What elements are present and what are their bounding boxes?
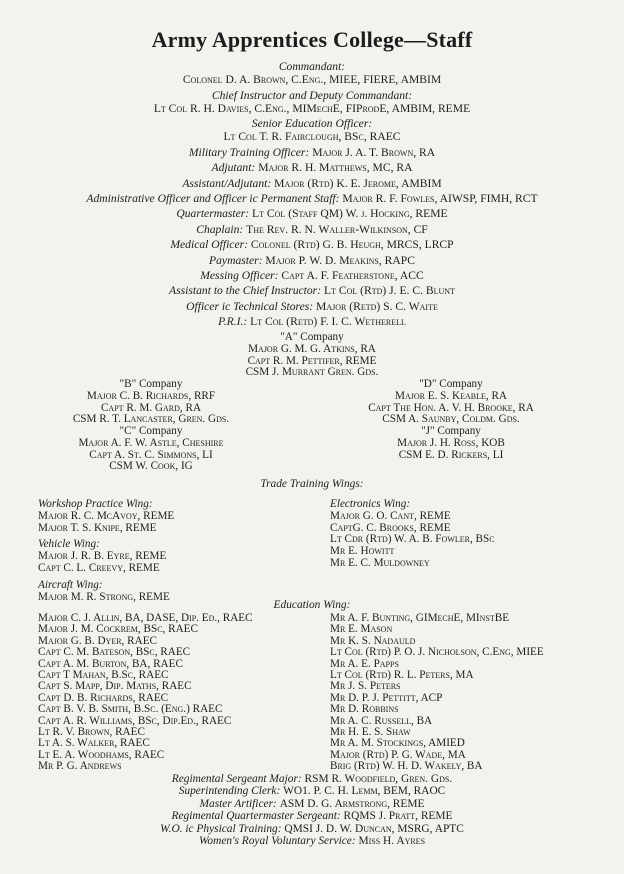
staff-name: Lt Col (Rtd) J. E. C. Blunt bbox=[323, 284, 455, 298]
education-member: Lt E. A. Woodhams, RAEC bbox=[38, 748, 165, 761]
trade-wing bbox=[38, 539, 308, 574]
staff-name: ASM D. G. Armstrong, REME bbox=[279, 797, 425, 810]
wing-title: Workshop Practice Wing: bbox=[38, 498, 153, 510]
education-member: Lt Col (Rtd) P. O. J. Nicholson, C.Eng, MIEE bbox=[330, 646, 544, 659]
staff-name: Lt Col T. R. Fairclough, BSc, RAEC bbox=[223, 130, 401, 144]
staff-role: Assistant to the Chief Instructor: bbox=[169, 284, 322, 298]
education-member: Capt B. V. B. Smith, B.Sc. (Eng.) RAEC bbox=[38, 703, 223, 716]
education-member: Major J. M. Cockrem, BSc, RAEC bbox=[38, 623, 198, 636]
staff-entry bbox=[0, 315, 624, 328]
staff-role: Quartermaster: bbox=[176, 207, 250, 221]
staff-entry bbox=[0, 835, 624, 847]
education-member: Mr A. M. Stockings, AMIED bbox=[330, 737, 465, 750]
wing-member: Lt Cdr (Rtd) W. A. B. Fowler, BSc bbox=[330, 533, 495, 546]
staff-name: Colonel D. A. Brown, C.Eng., MIEE, FIERE, AMBIM bbox=[182, 73, 442, 87]
staff-role: Senior Education Officer: bbox=[251, 117, 373, 131]
staff-entry bbox=[0, 300, 624, 313]
education-member: Mr A. E. Papps bbox=[330, 657, 399, 670]
staff-entry bbox=[0, 810, 624, 822]
staff-name: The Rev. R. N. Waller-Wilkinson, CF bbox=[246, 222, 428, 236]
wing-member: Major M. R. Strong, REME bbox=[38, 590, 170, 603]
company-member: Major J. H. Ross, KOB bbox=[397, 436, 505, 449]
company-title: "J" Company bbox=[421, 425, 481, 437]
staff-role: Regimental Sergeant Major: bbox=[171, 773, 302, 785]
staff-entry bbox=[0, 773, 624, 785]
education-member: Mr P. G. Andrews bbox=[38, 760, 122, 773]
staff-name: Lt Col R. H. Davies, C.Eng., MIMechE, FIProdE, AMBIM, REME bbox=[153, 101, 471, 115]
bottom-staff-list bbox=[0, 773, 624, 847]
staff-entry bbox=[0, 177, 624, 190]
education-member: Capt S. Mapp, Dip. Maths, RAEC bbox=[38, 680, 192, 693]
wing-title: Electronics Wing: bbox=[330, 498, 411, 510]
education-member: Major (Rtd) P. G. Wade, MA bbox=[330, 748, 466, 761]
education-member: Mr H. E. S. Shaw bbox=[330, 726, 411, 739]
company-member: Major A. F. W. Astle, Cheshire bbox=[78, 436, 224, 449]
staff-role: Messing Officer: bbox=[200, 268, 279, 282]
trade-wing bbox=[38, 499, 308, 534]
company-member: CSM E. D. Rickers, LI bbox=[398, 448, 504, 461]
senior-staff-list bbox=[0, 60, 624, 330]
company-member: Major C. B. Richards, RRF bbox=[86, 389, 216, 402]
staff-entry bbox=[0, 60, 624, 86]
education-member: Mr D. P. J. Pettitt, ACP bbox=[330, 691, 443, 704]
staff-name: Major R. F. Fowles, AIWSP, FIMH, RCT bbox=[342, 191, 538, 205]
company-member: CSM J. Murrant Gren. Gds. bbox=[245, 366, 379, 379]
education-member: Capt A. M. Burton, BA, RAEC bbox=[38, 657, 183, 670]
trade-wings-left bbox=[38, 499, 308, 608]
staff-role: Officer ic Technical Stores: bbox=[186, 299, 314, 313]
staff-name: Capt A. F. Featherstone, ACC bbox=[281, 268, 424, 282]
staff-entry bbox=[0, 161, 624, 174]
company-member: CSM W. Cook, IG bbox=[109, 460, 193, 473]
education-member: Capt T Mahan, B.Sc, RAEC bbox=[38, 669, 169, 682]
education-member: Capt A. R. Williams, BSc, Dip.Ed., RAEC bbox=[38, 714, 232, 727]
company-title: "C" Company bbox=[119, 425, 183, 437]
wing-member: Mr E. Howitt bbox=[330, 545, 395, 558]
wing-member: Major R. C. McAvoy, REME bbox=[38, 509, 175, 522]
staff-role: Medical Officer: bbox=[170, 238, 248, 252]
company-member: Capt A. St. C. Simmons, LI bbox=[89, 448, 213, 461]
staff-entry bbox=[0, 284, 624, 297]
education-member: Brig (Rtd) W. H. D. Wakely, BA bbox=[330, 760, 483, 773]
staff-role: Assistant/Adjutant: bbox=[182, 176, 272, 190]
education-member: Major C. J. Allin, BA, DASE, Dip. Ed., RAEC bbox=[38, 612, 253, 624]
staff-name: Major (Rtd) K. E. Jerome, AMBIM bbox=[274, 176, 442, 190]
staff-name: RSM R. Woodfield, Gren. Gds. bbox=[304, 773, 453, 785]
company-b bbox=[36, 379, 266, 426]
wing-title: Aircraft Wing: bbox=[38, 578, 103, 591]
staff-role: Military Training Officer: bbox=[188, 145, 310, 159]
education-member: Mr D. Robbins bbox=[330, 703, 399, 716]
trade-wing bbox=[330, 499, 610, 570]
wing-title: Vehicle Wing: bbox=[38, 538, 100, 551]
wing-member: Major G. O. Cant, REME bbox=[330, 509, 451, 522]
staff-entry bbox=[0, 223, 624, 236]
staff-role: Women's Royal Voluntary Service: bbox=[198, 835, 356, 848]
staff-role: Paymaster: bbox=[209, 253, 263, 267]
company-member: Major E. S. Keable, RA bbox=[395, 389, 507, 402]
education-member: Mr A. F. Bunting, GIMechE, MInstBE bbox=[330, 612, 510, 624]
education-member: Lt A. S. Walker, RAEC bbox=[38, 737, 150, 750]
education-wing-heading: Education Wing: bbox=[273, 599, 351, 611]
staff-role: Master Artificer: bbox=[199, 797, 277, 810]
company-title: "D" Company bbox=[419, 378, 483, 390]
education-member: Lt Col (Rtd) R. L. Peters, MA bbox=[330, 669, 474, 682]
trade-training-heading: Trade Training Wings: bbox=[260, 478, 364, 490]
staff-name: RQMS J. Pratt, REME bbox=[343, 810, 453, 823]
education-member: Mr K. S. Nadauld bbox=[330, 634, 416, 647]
staff-role: P.R.I.: bbox=[218, 315, 248, 329]
staff-name: Major (Retd) S. C. Waite bbox=[316, 299, 438, 313]
company-member: Capt R. M. Pettifer, REME bbox=[247, 354, 377, 367]
staff-entry bbox=[0, 269, 624, 282]
staff-name: Major P. W. D. Meakins, RAPC bbox=[265, 253, 415, 267]
education-member: Lt R. V. Brown, RAEC bbox=[38, 726, 145, 739]
staff-role: Chief Instructor and Deputy Commandant: bbox=[211, 88, 413, 102]
staff-role: W.O. ic Physical Training: bbox=[160, 822, 282, 835]
staff-role: Superintending Clerk: bbox=[178, 785, 281, 798]
education-member: Mr J. S. Peters bbox=[330, 680, 401, 693]
staff-name: Major J. A. T. Brown, RA bbox=[312, 145, 436, 159]
staff-name: Major R. H. Matthews, MC, RA bbox=[258, 161, 413, 175]
staff-role: Regimental Quartermaster Sergeant: bbox=[171, 810, 341, 823]
company-title: "B" Company bbox=[119, 378, 183, 390]
company-c bbox=[36, 426, 266, 473]
education-wing-right bbox=[330, 613, 620, 773]
staff-name: WO1. P. C. H. Lemm, BEM, RAOC bbox=[283, 785, 446, 798]
staff-entry bbox=[0, 823, 624, 835]
wing-member: Capt C. L. Creevy, REME bbox=[38, 561, 160, 574]
staff-entry bbox=[0, 146, 624, 159]
staff-name: Colonel (Rtd) G. B. Heugh, MRCS, LRCP bbox=[250, 238, 454, 252]
staff-role: Administrative Officer and Officer ic Permanent Staff: bbox=[86, 191, 340, 205]
education-wing-left bbox=[38, 613, 323, 773]
company-member: CSM R. T. Lancaster, Gren. Gds. bbox=[72, 413, 230, 426]
staff-name: QMSI J. D. W. Duncan, MSRG, APTC bbox=[284, 822, 464, 835]
wing-member: CaptG. C. Brooks, REME bbox=[330, 521, 451, 534]
staff-role: Commandant: bbox=[278, 60, 346, 73]
wing-member: Mr E. C. Muldowney bbox=[330, 556, 430, 569]
staff-entry bbox=[0, 117, 624, 143]
staff-entry bbox=[0, 192, 624, 205]
wing-member: Major J. R. B. Eyre, REME bbox=[38, 550, 167, 563]
company-j bbox=[316, 426, 586, 461]
education-member: Capt C. M. Bateson, BSc, RAEC bbox=[38, 646, 191, 659]
staff-name: Lt Col (Staff QM) W. j. Hocking, REME bbox=[252, 207, 448, 221]
staff-entry bbox=[0, 238, 624, 251]
staff-entry bbox=[0, 89, 624, 115]
staff-role: Adjutant: bbox=[211, 161, 256, 175]
education-member: Major G. B. Dyer, RAEC bbox=[38, 634, 157, 647]
page-title: Army Apprentices College—Staff bbox=[151, 27, 473, 52]
company-member: Capt R. M. Gard, RA bbox=[100, 401, 202, 414]
staff-role: Chaplain: bbox=[196, 222, 244, 236]
education-member: Mr A. C. Russell, BA bbox=[330, 714, 433, 727]
company-title: "A" Company bbox=[280, 331, 344, 343]
company-a bbox=[0, 332, 624, 379]
staff-entry bbox=[0, 207, 624, 220]
education-member: Capt D. B. Richards, RAEC bbox=[38, 691, 169, 704]
staff-name: Miss H. Ayres bbox=[358, 835, 426, 848]
staff-entry bbox=[0, 785, 624, 797]
staff-name: Lt Col (Retd) F. I. C. Wetherell bbox=[250, 315, 406, 329]
company-member: Major G. M. G. Atkins, RA bbox=[248, 342, 376, 355]
company-member: Capt The Hon. A. V. H. Brooke, RA bbox=[368, 401, 534, 414]
education-member: Mr E. Mason bbox=[330, 623, 393, 636]
wing-member: Major T. S. Knipe, REME bbox=[38, 521, 157, 534]
staff-entry bbox=[0, 254, 624, 267]
trade-wings-right bbox=[330, 499, 610, 575]
staff-entry bbox=[0, 798, 624, 810]
company-member: CSM A. Saunby, Coldm. Gds. bbox=[382, 413, 520, 426]
company-d bbox=[316, 379, 586, 426]
